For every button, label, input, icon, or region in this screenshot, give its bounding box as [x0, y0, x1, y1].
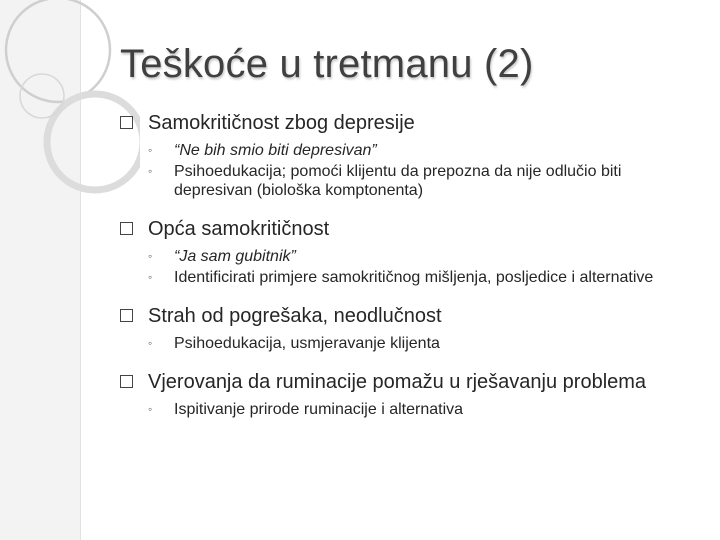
- bullet-list: [120, 112, 700, 437]
- sub-bullet-text: Identificirati primjere samokritičnog mišljenja, posljedice i alternative: [174, 269, 654, 286]
- ring-bullet-icon: ◦: [148, 164, 153, 178]
- ring-bullet-icon: ◦: [148, 249, 153, 263]
- sub-bullet-item: [120, 162, 700, 200]
- sub-bullet-list: [120, 334, 700, 353]
- sub-bullet-text: “Ne bih smio biti depresivan”: [174, 142, 377, 159]
- sub-bullet-list: [120, 400, 700, 419]
- bullet-group-3: [120, 305, 700, 353]
- ring-bullet-icon: ◦: [148, 143, 153, 157]
- ring-bullet-icon: ◦: [148, 402, 153, 416]
- bullet-item: [120, 112, 700, 134]
- bullet-group-4: [120, 371, 700, 419]
- bullet-group-1: [120, 112, 700, 200]
- sub-bullet-text: Ispitivanje prirode ruminacije i alternativa: [174, 401, 464, 418]
- checkbox-bullet-icon: [120, 375, 133, 388]
- sub-bullet-list: [120, 247, 700, 287]
- bullet-text: Vjerovanja da ruminacije pomažu u rješavanju problema: [148, 371, 647, 393]
- slide-title: Teškoće u tretmanu (2): [120, 42, 534, 86]
- decorative-circles: [0, 0, 140, 200]
- ring-bullet-icon: ◦: [148, 270, 153, 284]
- bullet-item: [120, 305, 700, 327]
- ring-bullet-icon: ◦: [148, 336, 153, 350]
- sub-bullet-text: Psihoedukacija, usmjeravanje klijenta: [174, 335, 440, 352]
- sub-bullet-item: [120, 400, 700, 419]
- sub-bullet-item: [120, 141, 700, 160]
- bullet-text: Strah od pogrešaka, neodlučnost: [148, 305, 442, 327]
- sub-bullet-item: [120, 268, 700, 287]
- checkbox-bullet-icon: [120, 222, 133, 235]
- bullet-item: [120, 218, 700, 240]
- sub-bullet-text: “Ja sam gubitnik”: [174, 248, 296, 265]
- sub-bullet-list: [120, 141, 700, 200]
- sub-bullet-item: [120, 247, 700, 266]
- bullet-group-2: [120, 218, 700, 287]
- bullet-item: [120, 371, 700, 393]
- bullet-text: Samokritičnost zbog depresije: [148, 112, 415, 134]
- sub-bullet-text: Psihoedukacija; pomoći klijentu da prepozna da nije odlučio biti depresivan (biološka komptonenta): [174, 163, 622, 199]
- bullet-text: Opća samokritičnost: [148, 218, 330, 240]
- checkbox-bullet-icon: [120, 116, 133, 129]
- checkbox-bullet-icon: [120, 309, 133, 322]
- sub-bullet-item: [120, 334, 700, 353]
